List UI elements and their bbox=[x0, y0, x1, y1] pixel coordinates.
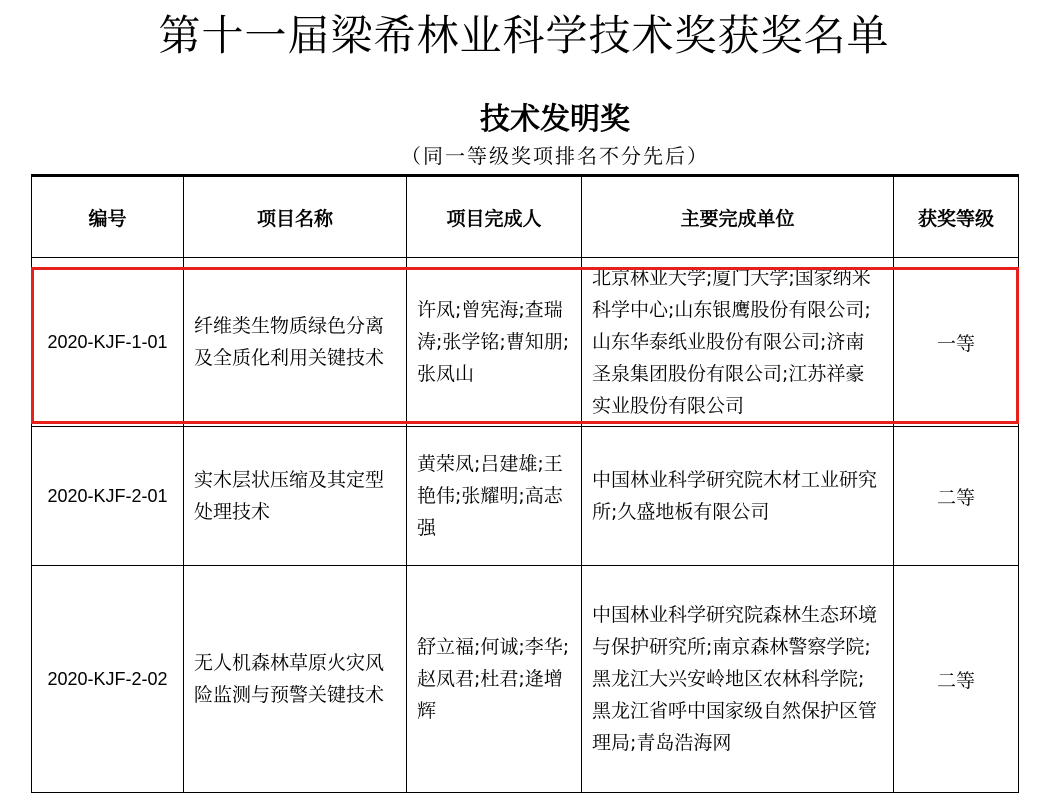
table-row bbox=[32, 427, 1019, 566]
project-units: 中国林业科学研究院木材工业研究所;久盛地板有限公司 bbox=[582, 427, 894, 566]
project-units: 中国林业科学研究院森林生态环境与保护研究所;南京森林警察学院;黑龙江大兴安岭地区农林科学院;黑龙江省呼中国家级自然保护区管理局;青岛浩海网 bbox=[582, 566, 894, 793]
award-code: 2020-KJF-2-01 bbox=[32, 427, 184, 566]
award-code: 2020-KJF-2-02 bbox=[32, 566, 184, 793]
header-units: 主要完成单位 bbox=[582, 176, 894, 258]
page-title: 第十一届梁希林业科学技术奖获奖名单 bbox=[158, 11, 890, 60]
award-code: 2020-KJF-1-01 bbox=[32, 258, 184, 427]
award-table bbox=[31, 174, 1019, 793]
project-people: 舒立福;何诚;李华;赵凤君;杜君;逄增辉 bbox=[407, 566, 582, 793]
project-units: 北京林业大学;厦门大学;国家纳米科学中心;山东银鹰股份有限公司;山东华泰纸业股份有限公司;济南圣泉集团股份有限公司;江苏祥豪实业股份有限公司 bbox=[582, 258, 894, 427]
award-level: 二等 bbox=[894, 427, 1019, 566]
project-name: 纤维类生物质绿色分离及全质化利用关键技术 bbox=[184, 258, 407, 427]
header-people: 项目完成人 bbox=[407, 176, 582, 258]
project-name: 无人机森林草原火灾风险监测与预警关键技术 bbox=[184, 566, 407, 793]
project-name: 实木层状压缩及其定型处理技术 bbox=[184, 427, 407, 566]
table-row bbox=[32, 258, 1019, 427]
header-project: 项目名称 bbox=[184, 176, 407, 258]
header-code: 编号 bbox=[32, 176, 184, 258]
table-row bbox=[32, 566, 1019, 793]
header-level: 获奖等级 bbox=[894, 176, 1019, 258]
award-level: 二等 bbox=[894, 566, 1019, 793]
project-people: 许凤;曾宪海;查瑞涛;张学铭;曹知朋;张凤山 bbox=[407, 258, 582, 427]
section-note: （同一等级奖项排名不分先后） bbox=[401, 144, 709, 168]
section-title: 技术发明奖 bbox=[480, 102, 630, 137]
table-header-row bbox=[32, 176, 1019, 258]
project-people: 黄荣凤;吕建雄;王艳伟;张耀明;高志强 bbox=[407, 427, 582, 566]
award-level: 一等 bbox=[894, 258, 1019, 427]
